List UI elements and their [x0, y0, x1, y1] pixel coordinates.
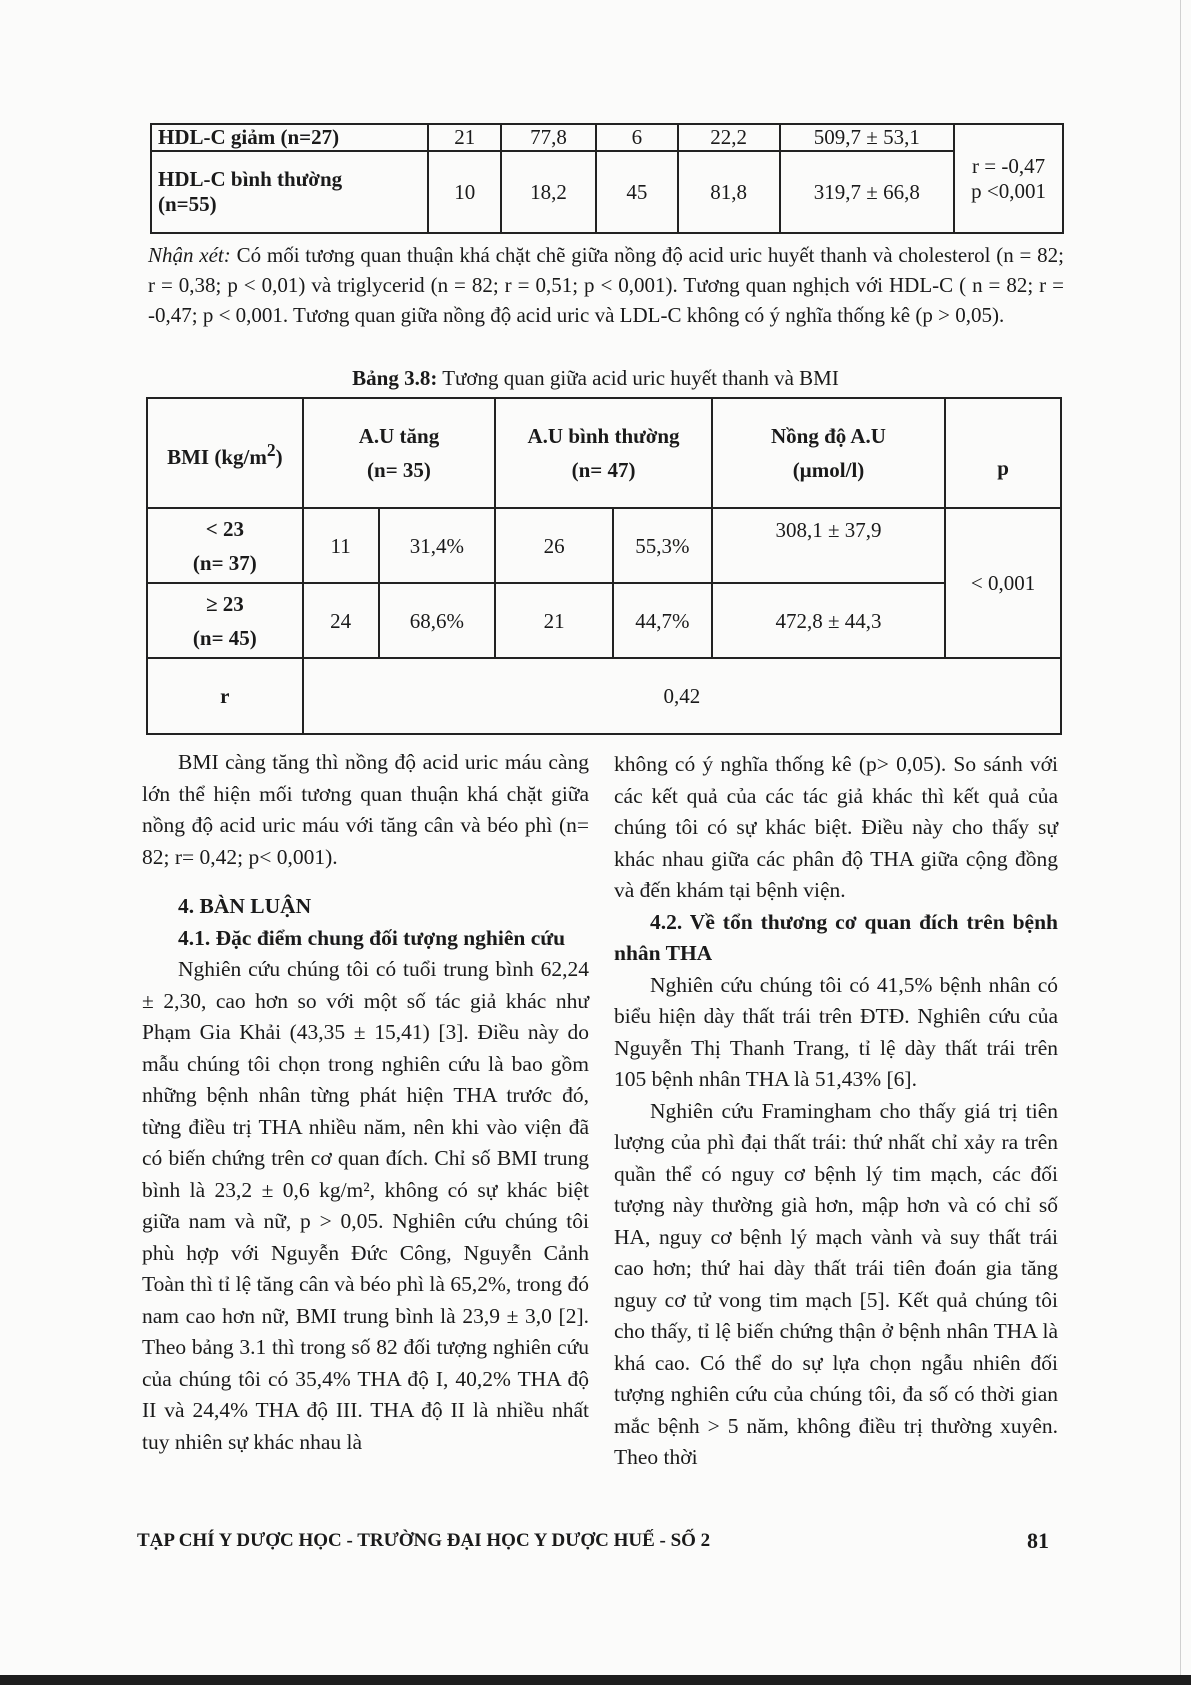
table-row [147, 658, 1061, 734]
p-header: p [945, 398, 1061, 508]
table-cell: 18,2 [501, 151, 596, 233]
comment-paragraph [148, 240, 1064, 330]
table-cell: 44,7% [613, 583, 712, 658]
paragraph: BMI càng tăng thì nồng độ acid uric máu càng lớn thể hiện mối tương quan thuận khá chặt giữa nồng độ acid uric máu với tăng cân và béo phì (n= 82; r= 0,42; p< 0,001). [142, 750, 589, 869]
au-high-header: A.U tăng (n= 35) [303, 398, 496, 508]
table-cell: 31,4% [379, 508, 496, 583]
table-cell: 472,8 ± 44,3 [712, 583, 945, 658]
r-label: r [147, 658, 303, 734]
subsection-heading: 4.2. Về tổn thương cơ quan đích trên bệnh nhân THA [614, 909, 1058, 965]
table-cell: 24 [303, 583, 379, 658]
table-header-row [147, 398, 1061, 508]
subsection-heading: 4.1. Đặc điểm chung đối tượng nghiên cứu [178, 925, 566, 950]
bmi-header: BMI $(kg/m^2)$ [147, 398, 303, 508]
bmi-group: ≥ 23 (n= 45) [147, 583, 303, 658]
table-cell: 21 [495, 583, 613, 658]
journal-title: TẠP CHÍ Y DƯỢC HỌC - TRƯỜNG ĐẠI HỌC Y DƯỢC HUẾ - SỐ 2 [137, 1530, 711, 1551]
table-cell: 55,3% [613, 508, 712, 583]
right-column [614, 749, 1058, 1474]
table-cell: 6 [596, 124, 678, 151]
table-cell: 10 [428, 151, 501, 233]
comment-text: Có mối tương quan thuận khá chặt chẽ giữa nồng độ acid uric huyết thanh và cholesterol (n = 82; r = 0,38; p < 0,01) và triglycerid (n = 82; r = 0,51; p < 0,001). Tương quan nghịch với HDL-C ( n = 82; r = -0,47; p < 0,001. Tương quan giữa nồng độ acid uric và LDL-C không có ý nghĩa thống kê (p > 0,05). [148, 243, 1064, 327]
left-column [142, 747, 589, 1458]
r-value-cell: 0,42 [303, 658, 1061, 734]
table-cell: 308,1 ± 37,9 [712, 508, 945, 583]
table-cell: 11 [303, 508, 379, 583]
table-row [147, 508, 1061, 583]
caption-text: Tương quan giữa acid uric huyết thanh và BMI [442, 366, 839, 390]
table-cell: 45 [596, 151, 678, 233]
paragraph: Nghiên cứu chúng tôi có 41,5% bệnh nhân có biểu hiện dày thất trái trên ĐTĐ. Nghiên cứu của Nguyễn Thị Thanh Trang, tỉ lệ dày thất trái trên 105 bệnh nhân THA là 51,43% [6]. [614, 972, 1058, 1091]
table-caption [0, 366, 1191, 391]
section-heading: 4. BÀN LUẬN [178, 894, 312, 918]
table-cell: 77,8 [501, 124, 596, 151]
paragraph: Nghiên cứu Framingham cho thấy giá trị tiên lượng của phì đại thất trái: thứ nhất chỉ xảy ra trên quần thể có nguy cơ bệnh lý tim mạch, các đối tượng này thường già hơn, mập hơn và có chỉ số HA, nguy cơ bệnh lý mạch vành và suy thất trái cao hơn; thứ hai dày thất trái tiên đoán gia tăng nguy cơ tử vong tim mạch [5]. Kết quả chúng tôi cho thấy, tỉ lệ biến chứng thận ở bệnh nhân THA là khá cao. Có thể do sự lựa chọn ngẫu nhiên đối tượng nghiên cứu của chúng tôi, đa số có thời gian mắc bệnh > 5 năm, không điều trị thường xuyên. Theo thời [614, 1098, 1058, 1469]
table-cell: 81,8 [678, 151, 780, 233]
table-row [151, 124, 1063, 151]
correlation-cell [954, 124, 1063, 233]
hdl-table [150, 123, 1064, 234]
table-cell: 68,6% [379, 583, 496, 658]
table-row [151, 151, 1063, 233]
page-number: 81 [1027, 1528, 1049, 1553]
p-value-cell: < 0,001 [945, 508, 1061, 658]
paragraph: không có ý nghĩa thống kê (p> 0,05). So sánh với các kết quả của các tác giả khác thì kết quả của chúng tôi có sự khác biệt. Điều này cho thấy sự khác nhau giữa các phân độ THA giữa cộng đồng và đến khám tại bệnh viện. [614, 752, 1058, 902]
hdl-low-label: HDL-C giảm (n=27) [151, 124, 428, 151]
table-cell: 319,7 ± 66,8 [780, 151, 955, 233]
hdl-normal-label: HDL-C bình thường (n=55) [151, 151, 428, 233]
p-value: p <0,001 [971, 178, 1046, 203]
bmi-group: < 23 (n= 37) [147, 508, 303, 583]
scan-edge-right [1180, 0, 1181, 1685]
bmi-table [146, 397, 1062, 735]
table-cell: 509,7 ± 53,1 [780, 124, 955, 151]
paragraph: Nghiên cứu chúng tôi có tuổi trung bình 62,24 ± 2,30, cao hơn so với một số tác giả khác như Phạm Gia Khải (43,35 ± 15,41) [3]. Điều này do mẫu chúng tôi chọn trong nghiên cứu là bao gồm những bệnh nhân từng phát hiện THA trước đó, từng điều trị THA nhiều năm, nên khi vào viện đã có biến chứng trên cơ quan đích. Chỉ số BMI trung bình là 23,2 ± 0,6 kg/m², không có sự khác biệt giữa nam và nữ, p > 0,05. Nghiên cứu chúng tôi phù hợp với Nguyễn Đức Công, Nguyễn Cảnh Toàn thì tỉ lệ tăng cân và béo phì là 65,2%, trong đó nam cao hơn nữ, BMI trung bình là 23,9 ± 3,0 [2]. Theo bảng 3.1 thì trong số 82 đối tượng nghiên cứu của chúng tôi có 35,4% THA độ I, 40,2% THA độ II và 24,4% THA độ III. THA độ II là nhiều nhất tuy nhiên sự khác nhau là [142, 957, 589, 1454]
comment-lead: Nhận xét: [148, 243, 231, 267]
au-normal-header: A.U bình thường (n= 47) [495, 398, 712, 508]
concentration-header: Nồng độ A.U (µmol/l) [712, 398, 945, 508]
scan-edge-bottom [0, 1675, 1191, 1685]
table-cell: 21 [428, 124, 501, 151]
caption-label: Bảng 3.8: [352, 366, 438, 390]
r-value: r = -0,47 [972, 153, 1046, 178]
table-cell: 22,2 [678, 124, 780, 151]
table-row [147, 583, 1061, 658]
table-cell: 26 [495, 508, 613, 583]
